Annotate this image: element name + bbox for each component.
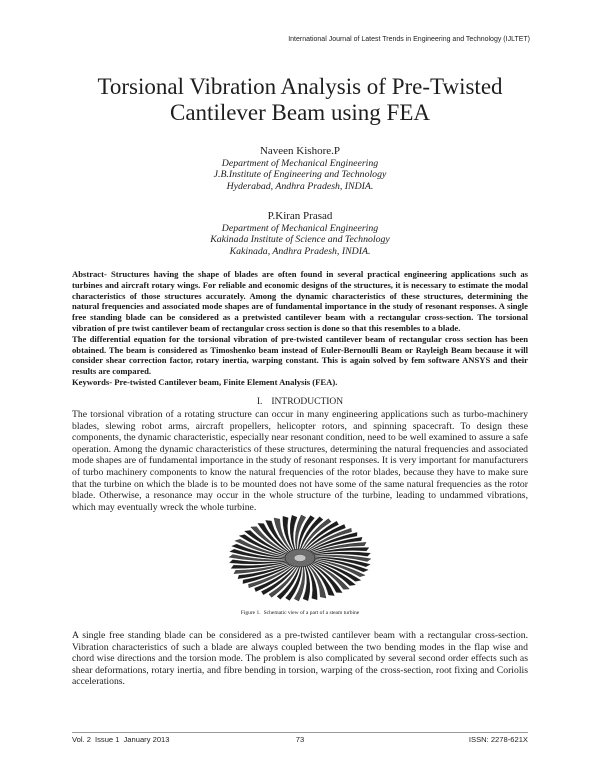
footer-date: January 2013 [123,735,170,744]
section-number: I. [256,397,263,407]
abstract [72,269,528,388]
page-number: 73 [295,735,305,744]
page-footer [72,735,528,745]
keywords-text: Pre-twisted Cantilever beam, Finite Element Analysis (FEA). [114,376,338,387]
footer-issn: ISSN: 2278-621X [468,735,528,744]
abstract-text-1: Structures having the shape of blades are often found in several practical engineering applications such as turbines and aircraft rotary wings. For reliable and economic designs of the structures, it is necessary to estimate the modal characteristics of those structures accurately. Among the dynamic characteristics of these structures, determining the natural frequencies and associated mode shapes are of fundamental importance in the study of resonant responses. A single free standing blade can be considered as a pretwisted cantilever beam with a rectangular cross-section. The torsional vibration of pre twist cantilever beam of rectangular cross section is done so that this resembles to a blade. [72,269,529,333]
author-location: Kakinada, Andhra Pradesh, INDIA. [229,245,371,257]
section-title: INTRODUCTION [271,397,344,407]
keywords [72,377,528,388]
author-block-2 [0,209,600,257]
title-line-1: Torsional Vibration Analysis of Pre-Twisted [97,74,503,99]
turbine-figure-svg [228,514,372,602]
author-name: P.Kiran Prasad [267,210,333,222]
footer-volume: Vol. 2 [72,735,91,744]
figure-caption-text: Schematic view of a part of a steam turbine [263,610,360,616]
author-institute: J.B.Institute of Engineering and Technology [213,169,387,181]
section-heading-introduction [0,397,600,408]
steam-turbine-figure [228,514,372,602]
author-name: Naveen Kishore.P [259,145,341,157]
title-line-2: Cantilever Beam using FEA [170,100,430,125]
footer-rule [72,732,528,733]
figure-label: Figure 1. [240,610,261,616]
paper-title [0,74,600,126]
figure-caption [0,609,600,617]
abstract-paragraph-1 [72,269,528,334]
author-department: Department of Mechanical Engineering [221,223,379,234]
author-institute: Kakinada Institute of Science and Technology [210,234,390,246]
journal-header: International Journal of Latest Trends in Engineering and Technology (IJLTET) [288,36,530,43]
author-location: Hyderabad, Andhra Pradesh, INDIA. [226,180,374,192]
author-department: Department of Mechanical Engineering [221,158,379,169]
footer-issue: Issue 1 [95,735,120,744]
author-block-1 [0,144,600,192]
abstract-label: Abstract- [72,269,107,279]
body-paragraph-1: The torsional vibration of a rotating structure can occur in many engineering applications such as turbo-machinery blades, slewing robot arms, aircraft propellers, helicopter rotors, and spinning spacecraft. To design these components, the dynamic characteristic, especially near resonant condition, need to be well examined to assure a safe operation. Among the dynamic characteristics of these structures, determining the natural frequencies and associated mode shapes are of fundamental importance in the study of resonant responses. It is very important for manufacturers of turbo machinery components to know the natural frequencies of the rotor blades, because they have to make sure that the turbine on which the blade is to be mounted does not have some of the same natural frequencies as the rotor blade. Otherwise, a resonance may occur in the whole structure of the turbine, leading to undammed vibrations, which may eventually wreck the whole turbine. [72,409,528,513]
turbine-hub-center [294,554,306,561]
abstract-paragraph-2: The differential equation for the torsional vibration of pre-twisted cantilever beam of rectangular cross section has been obtained. The beam is considered as Timoshenko beam instead of Euler-Bernoulli Beam or Rayleigh Beam because it will consider shear correction factor, rotary inertia, warping constant. This is again solved by fem software ANSYS and their results are compared. [72,333,528,377]
body-paragraph-2: A single free standing blade can be considered as a pre-twisted cantilever beam with a rectangular cross-section. Vibration characteristics of such a blade are always coupled between the two bending modes in the flap wise and chord wise directions and the torsion mode. The problem is also complicated by several second order effects such as shear deformations, rotary inertia, and fibre bending in torsion, warping of the cross-section, root fixing and Coriolis accelerations. [72,630,528,688]
keywords-label: Keywords- [72,376,113,387]
